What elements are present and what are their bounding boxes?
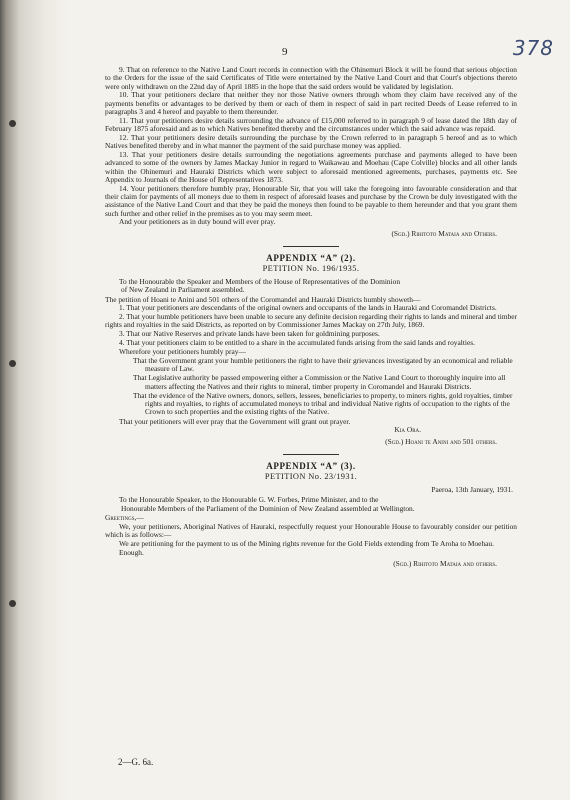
document-body xyxy=(105,66,517,571)
address-line: To the Honourable the Speaker and Members of the House of Representatives of the Dominion xyxy=(119,276,401,286)
appendix-heading: APPENDIX “A” (2). xyxy=(266,252,356,263)
address xyxy=(105,496,517,513)
address-line: Honourable Members of the Parliament of the Dominion of New Zealand assembled at Wellington. xyxy=(121,503,415,513)
paragraph: 11. That your petitioners desire details surrounding the advance of £15,000 referred to in paragraph 9 of lease dated the 18th day of February 1875 aforesaid and as to which Natives benefited thereby and the circumstances under which the said advance was repaid. xyxy=(105,115,517,134)
petition-intro: The petition of Hoani te Anini and 501 others of the Coromandel and Hauraki Districts humbly showeth— xyxy=(105,294,421,304)
paragraph: 10. That your petitioners declare that neither they nor those Native owners through whom they claim have received any of the payments benefits or advantages to be derived by them or each of them in respect of said in part recited Deeds of Lease referred to in paragraphs 3 and 4 hereof and payable to them thereunder. xyxy=(105,90,517,116)
petition-number: PETITION No. 196/1935. xyxy=(262,263,360,273)
paragraph: And your petitioners as in duty bound will ever pray. xyxy=(119,217,276,227)
numbered-point: 1. That your petitioners are descendants of the original owners and occupants of the lands in Hauraki and Coromandel Districts. xyxy=(119,303,497,313)
numbered-point: 4. That your petitioners claim to be entitled to a share in the accumulated funds arising from the said lands and royalties. xyxy=(119,338,475,348)
intro-section xyxy=(105,66,517,238)
prayer-item: That the Government grant your humble petitioners the right to have their grievances investigated by an economical and reliable measure of Law. xyxy=(133,355,513,373)
binding-hole xyxy=(9,120,16,127)
appendix-2-section xyxy=(105,253,517,446)
numbered-point: 2. That your humble petitioners have been unable to secure any definite decision regarding their rights to lands and mineral and timber rights and royalties in the said Districts, as reported on by Commissioner James Mackay on 27th July, 1869. xyxy=(105,312,518,330)
closing-line: Enough. xyxy=(119,547,144,557)
binding-hole xyxy=(9,600,16,607)
appendix-heading: APPENDIX “A” (3). xyxy=(266,461,356,472)
signature: (Sgd.) Rihitoto Mataia and others. xyxy=(393,558,497,568)
paragraph: We are petitioning for the payment to us of the Mining rights revenue for the Gold Fields extending from Te Aroha to Moehau. xyxy=(119,538,494,548)
paragraph: We, your petitioners, Aboriginal Natives of Hauraki, respectfully request your Honourable House to favourably consider our petition which is as follows:— xyxy=(105,521,517,540)
signature: (Sgd.) Hoani te Anini and 501 others. xyxy=(385,436,497,446)
kia-ora: Kia Ora. xyxy=(394,425,421,435)
page-footer-reference: 2—G. 6a. xyxy=(118,757,154,767)
address-line: of New Zealand in Parliament assembled. xyxy=(121,285,245,295)
greetings: Greetings,— xyxy=(105,512,144,522)
petition-number: PETITION No. 23/1931. xyxy=(264,472,358,482)
numbered-point: 3. That our Native Reserves and private lands have been taken for goldmining purposes. xyxy=(119,329,380,339)
paragraph: 12. That your petitioners desire details surrounding the purchase by the Crown referred to in paragraph 5 hereof and as to which Natives benefited thereby and in what manner the payment of the said purchase money was applied. xyxy=(105,132,517,151)
address xyxy=(105,278,517,295)
handwritten-page-number: 378 xyxy=(512,36,554,60)
address-line: To the Honourable Speaker, to the Honourable G. W. Forbes, Prime Minister, and to the xyxy=(119,495,379,505)
prayer-item: That the evidence of the Native owners, donors, sellers, lessees, beneficiaries to property, to miners rights, gold royalties, timber rights and royalties, to rights of accumulated moneys to tribal and individual Native rights of occupation to the rights of the Crown to such properties and the existing rights of the Native. xyxy=(133,390,513,417)
binding-hole xyxy=(9,360,16,367)
section-divider xyxy=(283,246,339,247)
paragraph: 14. Your petitioners therefore humbly pray, Honourable Sir, that you will take the foregoing into favourable consideration and that their claim for payments of all moneys due to them in respect of aforesaid leases and purchase by the Crown be duly investigated with the assistance of the Native Land Court and that they be paid the moneys then found to be payable to them hereunder and that you grant them such further and other relief in the premises as to you may seem meet. xyxy=(105,183,517,218)
prayer-item: That Legislative authority be passed empowering either a Commission or the Native Land Court to thoroughly inquire into all matters affecting the Natives and their rights to mineral, timber property in Coromandel and Hauraki Districts. xyxy=(133,373,506,391)
paragraph: 13. That your petitioners desire details surrounding the negotiations agreements purchase and payments alleged to have been advanced to some of the owners by James Mackay Junior in regard to Waikawau and Moehau (Cape Colville) blocks and all other lands within the Ohinemuri and Hauraki Districts which were subject to aforesaid mentioned agreements, purchases, payments etc. See Appendix to Journals of the House of Representatives 1873. xyxy=(105,149,517,184)
page-number: 9 xyxy=(282,46,288,58)
paragraph: 9. That on reference to the Native Land Court records in connection with the Ohinemuri Block it will be found that serious objection to the Orders for the issue of the said Certificates of Title were entertained by the Native Land Court and that Court's objections thereto were only withdrawn on the 22nd day of April 1885 in the hope that the said orders would be validated by legislation. xyxy=(105,65,517,91)
section-divider xyxy=(283,454,339,455)
signature: (Sgd.) Rihitoto Mataia and Others. xyxy=(391,228,497,238)
appendix-3-section xyxy=(105,461,517,568)
wherefore-line: Wherefore your petitioners humbly pray— xyxy=(119,346,246,356)
closing-line: That your petitioners will ever pray that the Government will grant out prayer. xyxy=(119,416,351,426)
date-line: Paeroa, 13th January, 1931. xyxy=(431,485,513,495)
